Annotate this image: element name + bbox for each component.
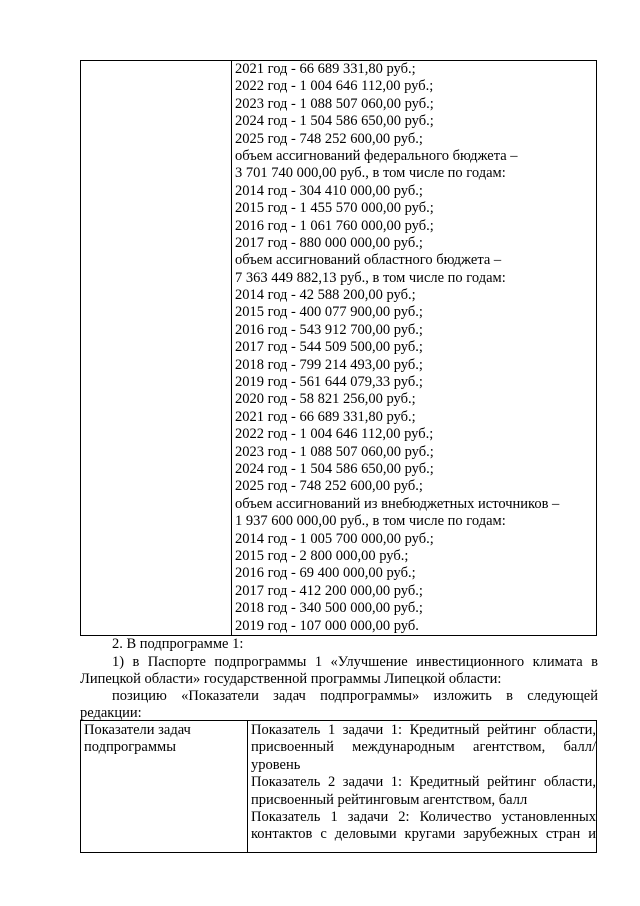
budget-line: 2016 год - 543 912 700,00 руб.; xyxy=(235,321,423,338)
budget-line: 2014 год - 42 588 200,00 руб.; xyxy=(235,287,416,304)
budget-line: 2022 год - 1 004 646 112,00 руб.; xyxy=(235,78,434,95)
budget-line: 2015 год - 1 455 570 000,00 руб.; xyxy=(235,200,434,217)
indicators-values-cell xyxy=(248,721,597,853)
paragraph-position: позицию «Показатели задач подпрограммы» изложить в следующей редакции: xyxy=(80,688,598,722)
budget-line: объем ассигнований из внебюджетных источников – xyxy=(235,495,560,512)
budget-table-left-cell xyxy=(81,61,232,636)
budget-line: 2025 год - 748 252 600,00 руб.; xyxy=(235,478,423,495)
budget-line: объем ассигнований федерального бюджета – xyxy=(235,147,518,164)
budget-line: 2017 год - 880 000 000,00 руб.; xyxy=(235,234,423,251)
budget-line: 2024 год - 1 504 586 650,00 руб.; xyxy=(235,113,434,130)
budget-lines xyxy=(235,61,596,635)
paragraph-passport: 1) в Паспорте подпрограммы 1 «Улучшение инвестиционного климата в Липецкой области» государственной программы Липецкой области: xyxy=(80,654,598,688)
budget-line: 7 363 449 882,13 руб., в том числе по годам: xyxy=(235,269,506,286)
indicators-table xyxy=(80,720,597,853)
budget-line: 2019 год - 107 000 000,00 руб. xyxy=(235,617,419,634)
budget-line: 2014 год - 304 410 000,00 руб.; xyxy=(235,182,423,199)
budget-line: 2016 год - 69 400 000,00 руб.; xyxy=(235,565,416,582)
budget-line: 2023 год - 1 088 507 060,00 руб.; xyxy=(235,95,434,112)
budget-line: 2018 год - 799 214 493,00 руб.; xyxy=(235,356,423,373)
budget-line: 2021 год - 66 689 331,80 руб.; xyxy=(235,408,416,425)
indicators-label-cell: Показатели задач подпрограммы xyxy=(81,721,248,853)
budget-table xyxy=(80,60,597,636)
budget-line: 1 937 600 000,00 руб., в том числе по годам: xyxy=(235,513,506,530)
budget-line: объем ассигнований областного бюджета – xyxy=(235,252,502,269)
budget-table-right-cell xyxy=(232,61,597,636)
budget-line: 3 701 740 000,00 руб., в том числе по годам: xyxy=(235,165,506,182)
budget-line: 2015 год - 400 077 900,00 руб.; xyxy=(235,304,423,321)
budget-line: 2014 год - 1 005 700 000,00 руб.; xyxy=(235,530,434,547)
budget-line: 2016 год - 1 061 760 000,00 руб.; xyxy=(235,217,434,234)
budget-line: 2019 год - 561 644 079,33 руб.; xyxy=(235,374,423,391)
indicator-item: Показатель 1 задачи 2: Количество установленных контактов с деловыми кругами зарубежных стран и xyxy=(251,809,596,843)
budget-line: 2017 год - 544 509 500,00 руб.; xyxy=(235,339,423,356)
budget-line: 2025 год - 748 252 600,00 руб.; xyxy=(235,130,423,147)
budget-line: 2024 год - 1 504 586 650,00 руб.; xyxy=(235,460,434,477)
budget-line: 2022 год - 1 004 646 112,00 руб.; xyxy=(235,426,434,443)
budget-line: 2023 год - 1 088 507 060,00 руб.; xyxy=(235,443,434,460)
budget-line: 2018 год - 340 500 000,00 руб.; xyxy=(235,600,423,617)
indicator-item: Показатель 1 задачи 1: Кредитный рейтинг области, присвоенный международным агентством, балл/уровень xyxy=(251,722,596,773)
budget-line: 2017 год - 412 200 000,00 руб.; xyxy=(235,582,423,599)
budget-line: 2021 год - 66 689 331,80 руб.; xyxy=(235,61,416,77)
budget-line: 2020 год - 58 821 256,00 руб.; xyxy=(235,391,416,408)
section-heading: 2. В подпрограмме 1: xyxy=(112,636,244,652)
indicator-item: Показатель 2 задачи 1: Кредитный рейтинг области, присвоенный рейтинговым агентством, балл xyxy=(251,774,596,808)
budget-line: 2015 год - 2 800 000,00 руб.; xyxy=(235,547,409,564)
